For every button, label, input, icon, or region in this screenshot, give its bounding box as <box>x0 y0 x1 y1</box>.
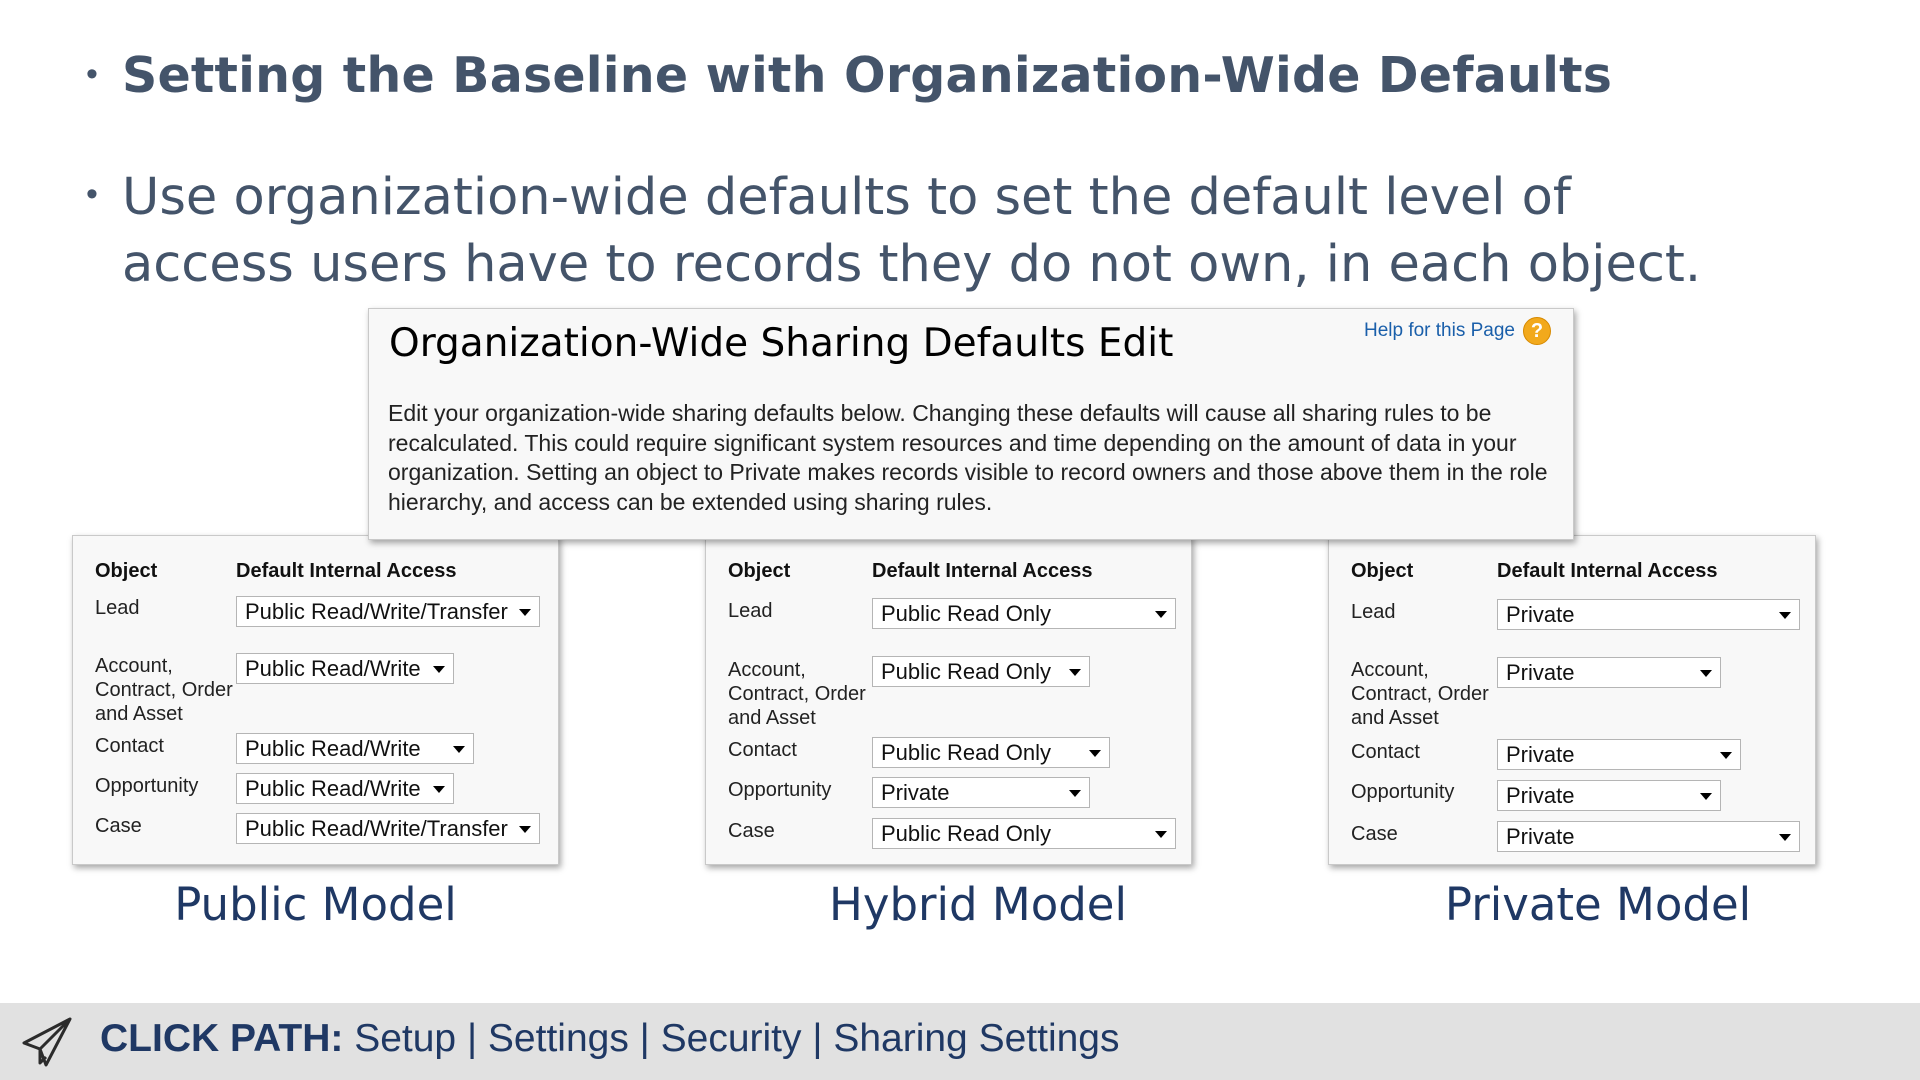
case-access-select[interactable] <box>1497 821 1800 852</box>
account-access-select[interactable] <box>872 656 1090 687</box>
dropdown-arrow-icon <box>1700 670 1712 677</box>
click-path-prefix: CLICK PATH: <box>100 1017 344 1060</box>
select-value: Public Read/Write/Transfer <box>245 816 508 841</box>
object-label-lead: Lead <box>728 600 773 622</box>
select-value: Public Read Only <box>881 659 1051 684</box>
object-label-account: Account, Contract, Order and Asset <box>728 659 866 729</box>
access-column-header: Default Internal Access <box>1497 560 1718 582</box>
access-column-header: Default Internal Access <box>236 560 457 582</box>
dropdown-arrow-icon <box>1155 611 1167 618</box>
lead-access-select[interactable] <box>236 596 540 627</box>
bullet-description <box>86 164 1722 298</box>
select-value: Private <box>1506 602 1575 627</box>
object-label-contact: Contact <box>728 739 797 761</box>
dialog-description: Edit your organization-wide sharing defaults below. Changing these defaults will cause all sharing rules to be recalculated. This could require significant system resources and time depending on the amount of data in your organization. Setting an object to Private makes records visible to record owners and those above them in the role hierarchy, and access can be extended using sharing rules. <box>388 400 1548 515</box>
opportunity-access-select[interactable] <box>236 773 454 804</box>
click-path-text <box>100 1017 1120 1061</box>
select-value: Private <box>1506 824 1575 849</box>
account-access-select[interactable] <box>1497 657 1721 688</box>
object-label-opportunity: Opportunity <box>1351 781 1455 803</box>
paper-plane-icon <box>18 1013 76 1071</box>
help-link-group[interactable] <box>1364 317 1551 345</box>
select-value: Private <box>1506 783 1575 808</box>
case-access-select[interactable] <box>872 818 1176 849</box>
account-access-select[interactable] <box>236 653 454 684</box>
contact-access-select[interactable] <box>872 737 1110 768</box>
object-label-case: Case <box>1351 823 1398 845</box>
object-label-case: Case <box>728 820 775 842</box>
opportunity-access-select[interactable] <box>1497 780 1721 811</box>
help-link[interactable]: Help for this Page <box>1363 320 1515 341</box>
bullet-dot: • <box>86 55 98 93</box>
object-label-lead: Lead <box>1351 601 1396 623</box>
object-column-header: Object <box>1351 560 1414 582</box>
access-column-header: Default Internal Access <box>872 560 1093 582</box>
opportunity-access-select[interactable] <box>872 777 1090 808</box>
select-value: Private <box>881 780 950 805</box>
public-model-label: Public Model <box>174 878 457 931</box>
lead-access-select[interactable] <box>872 598 1176 629</box>
bullet-dot: • <box>86 175 98 213</box>
select-value: Private <box>1506 660 1575 685</box>
object-column-header: Object <box>728 560 791 582</box>
help-question-icon[interactable]: ? <box>1523 317 1551 345</box>
select-value: Public Read Only <box>881 740 1051 765</box>
dropdown-arrow-icon <box>1720 752 1732 759</box>
dropdown-arrow-icon <box>1089 750 1101 757</box>
select-value: Public Read/Write <box>245 736 421 761</box>
object-label-lead: Lead <box>95 597 140 619</box>
public-model-panel <box>72 535 559 865</box>
object-label-opportunity: Opportunity <box>95 775 199 797</box>
dropdown-arrow-icon <box>453 746 465 753</box>
dropdown-arrow-icon <box>519 826 531 833</box>
click-path-steps: Setup | Settings | Security | Sharing Settings <box>354 1017 1120 1060</box>
select-value: Public Read/Write/Transfer <box>245 599 508 624</box>
dropdown-arrow-icon <box>433 666 445 673</box>
private-model-label: Private Model <box>1444 878 1752 931</box>
dropdown-arrow-icon <box>1779 834 1791 841</box>
object-label-account: Account, Contract, Order and Asset <box>1351 659 1489 729</box>
hybrid-model-label: Hybrid Model <box>828 878 1127 931</box>
bullet-title <box>86 44 1612 108</box>
dropdown-arrow-icon <box>1069 669 1081 676</box>
contact-access-select[interactable] <box>236 733 474 764</box>
click-path-footer <box>0 1003 1920 1080</box>
hybrid-model-panel <box>705 535 1192 865</box>
slide-heading: Setting the Baseline with Organization-Wide Defaults <box>122 47 1613 104</box>
object-label-contact: Contact <box>95 735 164 757</box>
slide-body-text: Use organization-wide defaults to set the default level of access users have to records they do not own, in each object. <box>122 168 1702 294</box>
sharing-defaults-header <box>368 308 1574 540</box>
select-value: Public Read/Write <box>245 776 421 801</box>
dialog-title: Organization-Wide Sharing Defaults Edit <box>389 321 1174 366</box>
dropdown-arrow-icon <box>519 609 531 616</box>
dropdown-arrow-icon <box>1069 790 1081 797</box>
object-label-contact: Contact <box>1351 741 1420 763</box>
select-value: Public Read Only <box>881 821 1051 846</box>
object-label-case: Case <box>95 815 142 837</box>
object-label-opportunity: Opportunity <box>728 779 832 801</box>
dropdown-arrow-icon <box>1155 831 1167 838</box>
select-value: Public Read Only <box>881 601 1051 626</box>
select-value: Public Read/Write <box>245 656 421 681</box>
lead-access-select[interactable] <box>1497 599 1800 630</box>
case-access-select[interactable] <box>236 813 540 844</box>
object-column-header: Object <box>95 560 158 582</box>
dropdown-arrow-icon <box>433 786 445 793</box>
dropdown-arrow-icon <box>1779 612 1791 619</box>
private-model-panel <box>1328 535 1816 865</box>
dropdown-arrow-icon <box>1700 793 1712 800</box>
object-label-account: Account, Contract, Order and Asset <box>95 655 233 725</box>
select-value: Private <box>1506 742 1575 767</box>
contact-access-select[interactable] <box>1497 739 1741 770</box>
